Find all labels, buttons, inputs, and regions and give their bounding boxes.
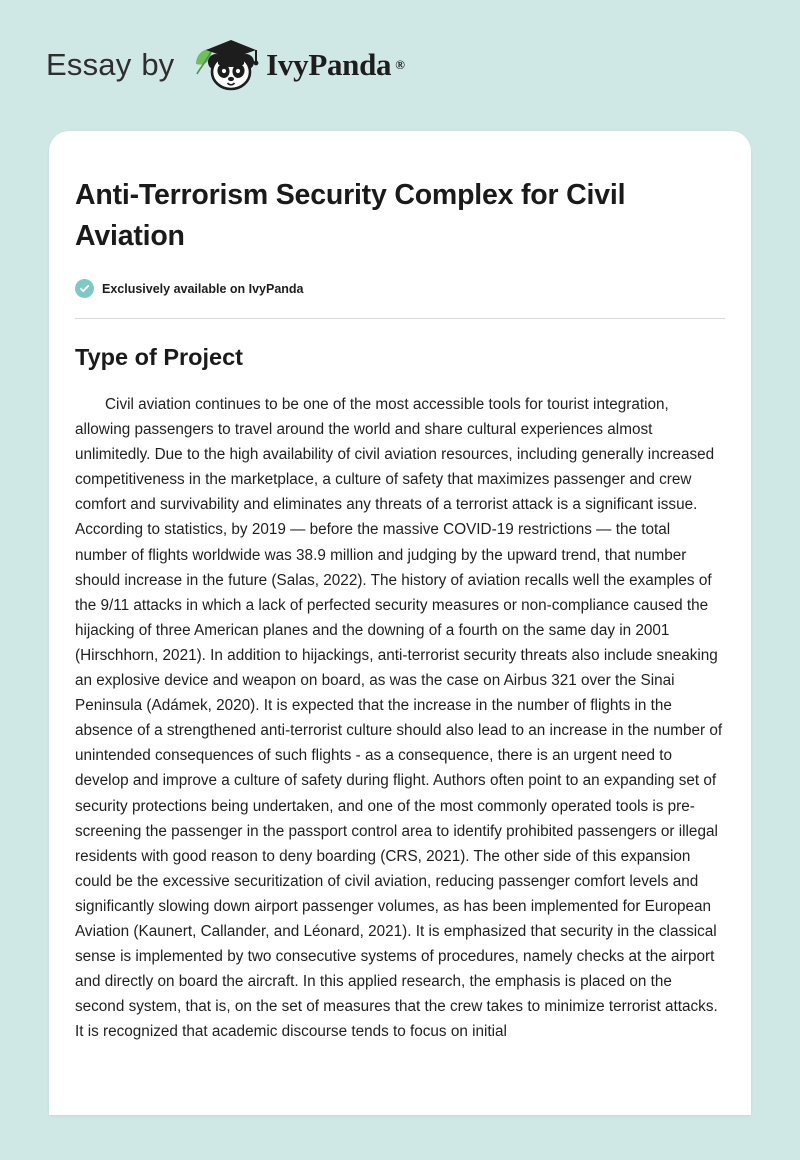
registered-trademark-icon: ® [395,57,405,72]
page-title: Anti-Terrorism Security Complex for Civil Aviation [75,179,626,252]
brand-essay-label: Essay [46,47,132,82]
brand-header [46,34,405,96]
exclusive-badge [75,279,725,298]
body-paragraph: Civil aviation continues to be one of the most accessible tools for tourist integration, allowing passengers to travel around the world and share cultural experiences almost unlimitedly. Due to the high availability of civil aviation resources, including generally increased competitiveness in the marketplace, a culture of safety that maximizes passenger and crew comfort and survivability and eliminates any threats of a terrorist attack is a significant issue. According to statistics, by 2019 — before the massive COVID-19 restrictions — the total number of flights worldwide was 38.9 million and judging by the upward trend, that number should increase in the future (Salas, 2022). The history of aviation recalls well the examples of the 9/11 attacks in which a lack of perfected security measures or non-compliance caused the hijacking of three American planes and the downing of a fourth on the same day in 2001 (Hirschhorn, 2021). In addition to hijackings, anti-terrorist security threats also include sneaking an explosive device and weapon on board, as was the case on Airbus 321 over the Sinai Peninsula (Adámek, 2020). It is expected that the increase in the number of flights in the absence of a strengthened anti-terrorist culture should also lead to an increase in the number of unintended consequences of such flights - as a consequence, there is an urgent need to develop and improve a culture of safety during flight. Authors often point to an expanding set of security protections being undertaken, and one of the most commonly operated tools is pre-screening the passenger in the passport control area to identify prohibited passengers or illegal residents with good reason to deny boarding (CRS, 2021). The other side of this expansion could be the excessive securitization of civil aviation, reducing passenger comfort levels and significantly slowing down airport passenger volumes, as has been implemented for European Aviation (Kaunert, Callander, and Léonard, 2021). It is emphasized that security in the classical sense is implemented by two consecutive systems of procedures, namely checks at the airport and directly on board the aircraft. In this applied research, the emphasis is placed on the second system, that is, on the set of measures that the crew takes to minimize terrorist attacks. It is recognized that academic discourse tends to focus on initial [75,396,723,1041]
header-divider [75,318,725,319]
brand-by-label: by [141,47,175,82]
document-card [49,131,751,1115]
ivypanda-logo[interactable] [188,34,405,96]
brand-wordmark: IvyPanda [266,47,392,82]
section-heading: Type of Project [75,344,244,370]
check-circle-icon [75,279,94,298]
badge-label: Exclusively available on IvyPanda [102,281,304,296]
panda-graduate-icon [188,34,262,96]
